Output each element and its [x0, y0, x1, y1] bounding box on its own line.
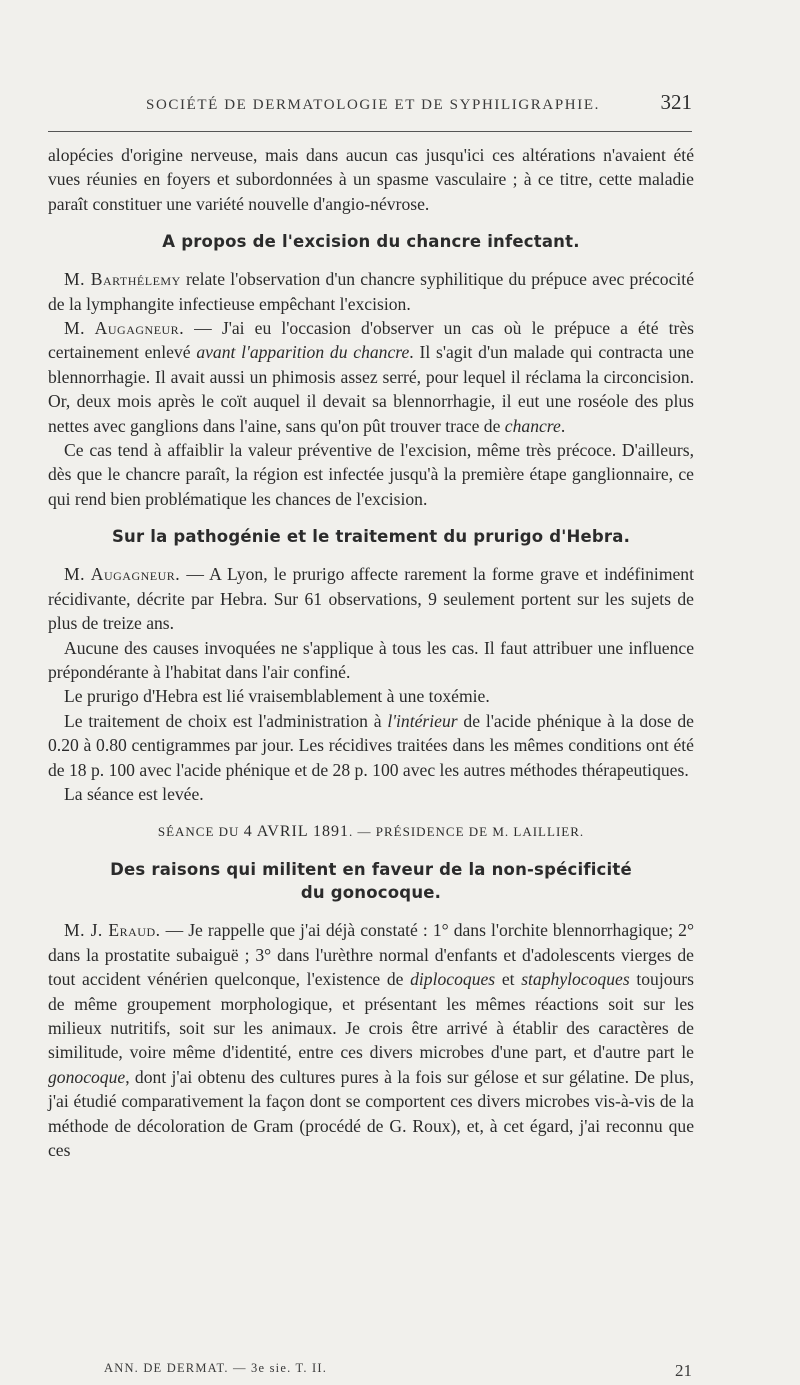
- page-footer: [104, 1361, 692, 1381]
- footer-signature: 21: [675, 1361, 692, 1380]
- paragraph-excision-conclusion: Ce cas tend à affaiblir la valeur préventive de l'excision, même très précoce. D'ailleurs, dès que le chancre paraît, la région est infectée jusqu'à la première étape ganglionnaire, ce qui rend bien problématique les chances de l'excision.: [48, 440, 694, 509]
- paragraph-treatment: Le traitement de choix est l'administration à l'intérieur de l'acide phénique à la dose de 0.20 à 0.80 centigrammes par jour. Les récidives traitées dans les mêmes conditions ont été de 18 p. 100 avec l'acide phénique et de 28 p. 100 avec les autres méthodes thérapeutiques.: [48, 710, 694, 780]
- paragraph-barthelemy: M. Barthélemy relate l'observation d'un chancre syphilitique du prépuce avec précocité de la lymphangite infectieuse empêchant l'excision.: [48, 269, 694, 314]
- emphasis: l'intérieur: [387, 710, 458, 731]
- speaker-name: M. Augagneur.: [64, 564, 181, 585]
- paragraph-augagneur-excision: M. Augagneur. — J'ai eu l'occasion d'observer un cas où le prépuce a été très certainement enlevé avant l'apparition du chancre. Il s'agit d'un malade qui contracta une blennorrhagie. Il avait aussi un phimosis assez serré, pour lequel il réclama la circoncision. Or, deux mois après le coït auquel il devait sa blennorrhagie, il eut une roséole des plus nettes avec ganglions dans l'aine, sans qu'on pût trouver trace de chancre.: [48, 318, 694, 436]
- footer-journal-ref: ANN. DE DERMAT. — 3e sie. T. II.: [104, 1361, 328, 1375]
- running-title: SOCIÉTÉ DE DERMATOLOGIE ET DE SYPHILIGRAPHIE.: [146, 97, 600, 113]
- emphasis: avant l'apparition du chancre: [196, 342, 410, 363]
- paragraph-augagneur-prurigo: M. Augagneur. — A Lyon, le prurigo affecte rarement la forme grave et indéfiniment récidivante, décrite par Hebra. Sur 61 observations, 9 seulement portent sur les sujets de plus de treize ans.: [48, 564, 694, 634]
- continuation-paragraph: alopécies d'origine nerveuse, mais dans aucun cas jusqu'ici ces altérations n'avaient été vues réunies en foyers et subordonnées à un spasme vasculaire ; à ce titre, cette maladie paraît constituer une variété nouvelle d'angio-névrose.: [48, 145, 694, 214]
- speaker-name: M. J. Eraud.: [64, 920, 161, 941]
- page-body: [48, 143, 694, 1162]
- section-title-gonocoque: Des raisons qui militent en faveur de la non-spécificité du gonocoque.: [110, 860, 632, 903]
- session-heading: SÉANCE DU 4 AVRIL 1891. — PRÉSIDENCE DE M. LAILLIER.: [157, 823, 585, 841]
- emphasis: gonocoque: [48, 1066, 126, 1087]
- emphasis: diplocoques: [410, 969, 496, 990]
- section-title-excision: A propos de l'excision du chancre infectant.: [162, 232, 580, 252]
- paragraph-causes: Aucune des causes invoquées ne s'applique à tous les cas. Il faut attribuer une influence prépondérante à l'habitat dans l'air confiné.: [48, 637, 694, 682]
- speaker-name: M. Barthélemy: [64, 269, 181, 290]
- paragraph-eraud: M. J. Eraud. — Je rappelle que j'ai déjà constaté : 1° dans l'orchite blennorrhagique; 2° dans la prostatite subaiguë ; 3° dans l'urèthre normal d'enfants et d'adolescents vierges de tout accident vénérien quelconque, l'existence de diplocoques et staphylocoques toujours de même groupement morphologique, et présentant les mêmes réactions soit sur les milieux nutritifs, soit sur les animaux. Je crois être arrivé à établir des caractères de similitude, voire même d'identité, entre ces divers microbes d'une part, et d'autre part le gonocoque, dont j'ai obtenu des cultures pures à la fois sur gélose et sur gélatine. De plus, j'ai étudié comparativement la façon dont se comportent ces divers microbes vis-à-vis de la méthode de décoloration de Gram (procédé de G. Roux), et, à cet égard, j'ai reconnu que ces: [48, 920, 695, 1160]
- emphasis: chancre: [504, 415, 561, 436]
- section-title-prurigo: Sur la pathogénie et le traitement du prurigo d'Hebra.: [111, 527, 631, 547]
- running-head: [48, 90, 692, 115]
- session-date: 4 AVRIL 1891: [243, 823, 350, 841]
- emphasis: staphylocoques: [521, 969, 630, 990]
- page-number: 321: [660, 90, 692, 114]
- speaker-name: M. Augagneur.: [64, 318, 185, 339]
- paragraph-session-closed: La séance est levée.: [64, 783, 204, 804]
- header-rule: [48, 131, 692, 132]
- paragraph-toxemia: Le prurigo d'Hebra est lié vraisemblablement à une toxémie.: [64, 686, 490, 707]
